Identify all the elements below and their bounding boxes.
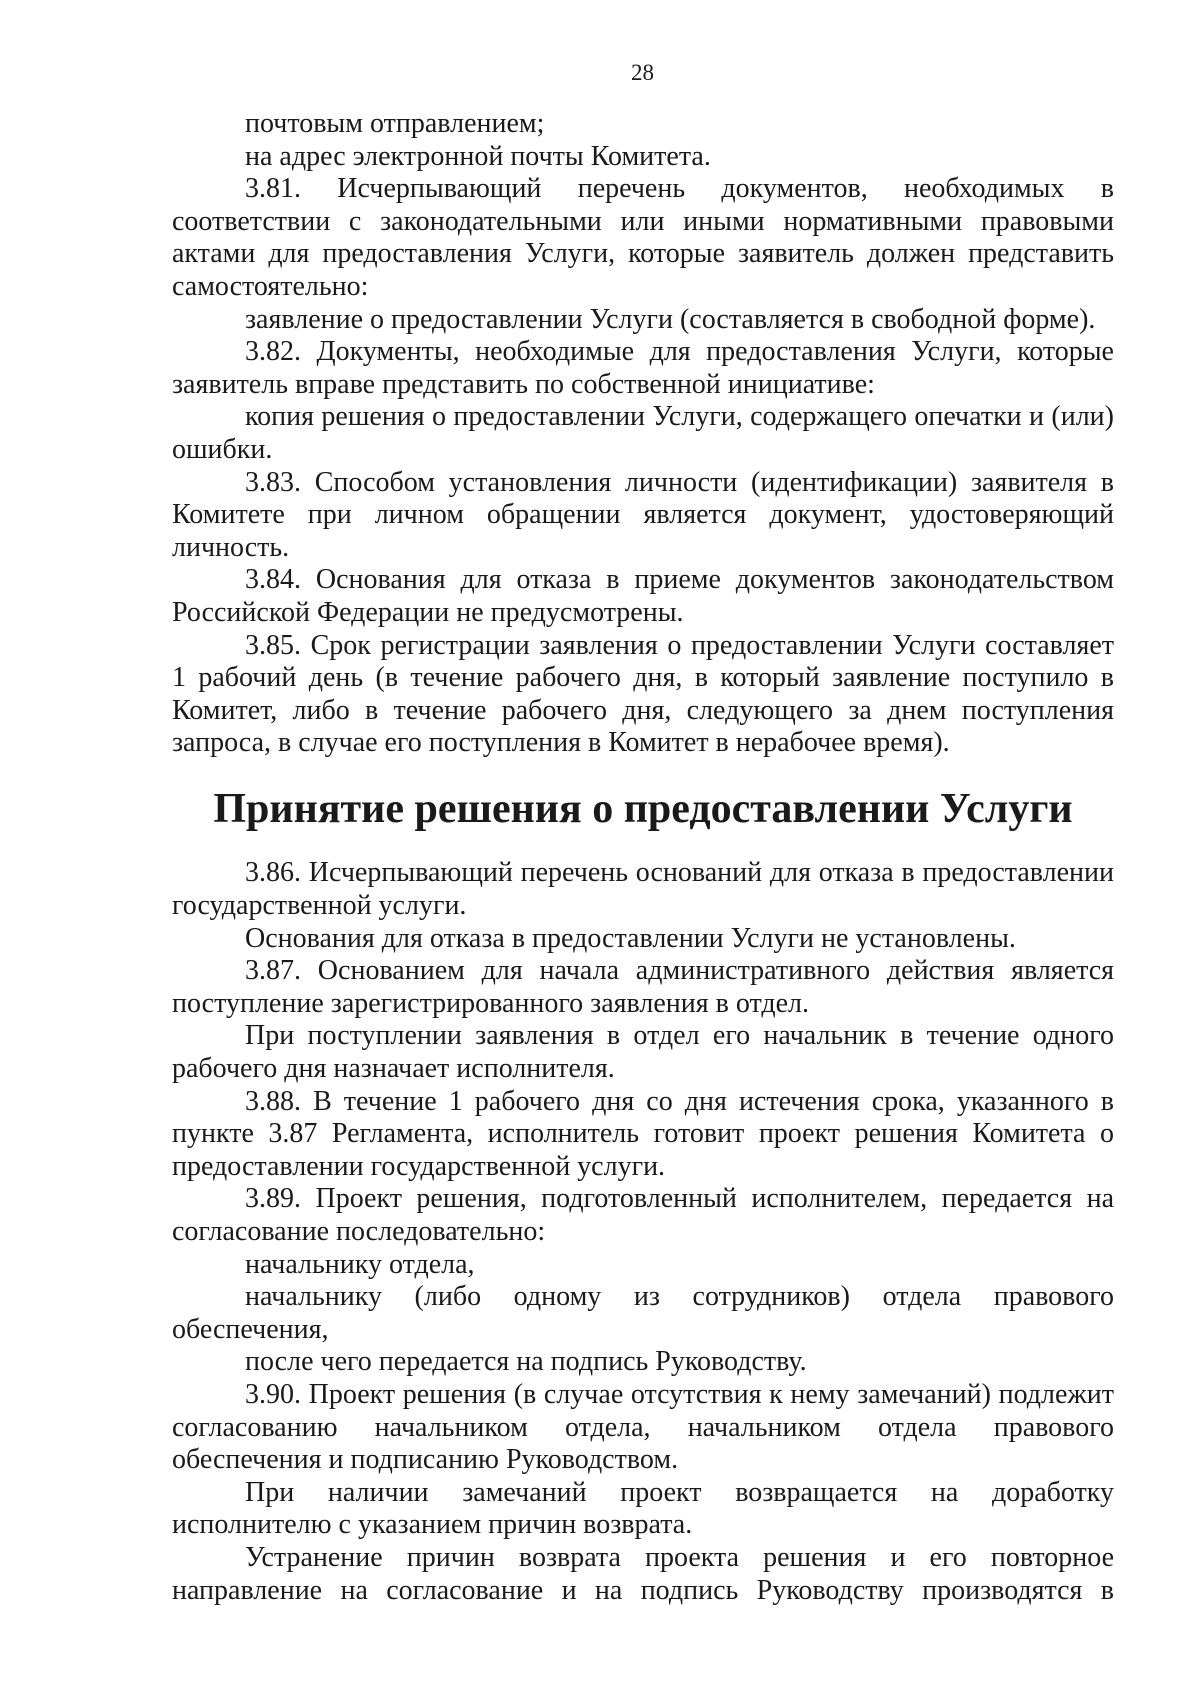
paragraph-3-87: 3.87. Основанием для начала административного действия является поступление зарегистрированного заявления в отдел. [172, 955, 1114, 1019]
paragraph: Основания для отказа в предоставлении Услуги не установлены. [245, 922, 1016, 954]
paragraph: копия решения о предоставлении Услуги, содержащего опечатки и (или) ошибки. [172, 401, 1114, 465]
paragraph: после чего передается на подпись Руководству. [245, 1346, 807, 1378]
paragraph-3-84: 3.84. Основания для отказа в приеме документов законодательством Российской Федерации не предусмотрены. [172, 564, 1114, 628]
paragraph: почтовым отправлением; [245, 108, 545, 139]
document-body [172, 108, 1114, 1607]
paragraph: на адрес электронной почты Комитета. [245, 140, 711, 172]
paragraph-3-81: 3.81. Исчерпывающий перечень документов, необходимых в соответствии с законодательными или иными нормативными правовыми актами для предоставления Услуги, которые заявитель должен представить самостоятельно: [172, 173, 1114, 302]
paragraph-3-89: 3.89. Проект решения, подготовленный исполнителем, передается на согласование последовательно: [172, 1183, 1114, 1247]
paragraph-3-82: 3.82. Документы, необходимые для предоставления Услуги, которые заявитель вправе представить по собственной инициативе: [172, 336, 1114, 400]
paragraph: заявление о предоставлении Услуги (составляется в свободной форме). [245, 303, 1096, 335]
paragraph: При поступлении заявления в отдел его начальник в течение одного рабочего дня назначает исполнителя. [172, 1020, 1114, 1085]
paragraph-3-90: 3.90. Проект решения (в случае отсутствия к нему замечаний) подлежит согласованию начальником отдела, начальником отдела правового обеспечения и подписанию Руководством. [172, 1378, 1114, 1476]
paragraph: начальнику (либо одному из сотрудников) отдела правового обеспечения, [172, 1281, 1114, 1345]
paragraph: При наличии замечаний проект возвращается на доработку исполнителю с указанием причин возврата. [172, 1476, 1114, 1541]
paragraph: начальнику отдела, [245, 1248, 475, 1280]
paragraph-3-88: 3.88. В течение 1 рабочего дня со дня истечения срока, указанного в пункте 3.87 Регламента, исполнитель готовит проект решения Комитета о предоставлении государственной услуги. [172, 1085, 1114, 1182]
paragraph-3-83: 3.83. Способом установления личности (идентификации) заявителя в Комитете при личном обращении является документ, удостоверяющий личность. [172, 466, 1114, 563]
paragraph-3-86: 3.86. Исчерпывающий перечень оснований для отказа в предоставлении государственной услуги. [172, 857, 1114, 922]
paragraph-3-85: 3.85. Срок регистрации заявления о предоставлении Услуги составляет 1 рабочий день (в течение рабочего дня, в который заявление поступило в Комитет, либо в течение рабочего дня, следующего за днем поступления запроса, в случае его поступления в Комитет в нерабочее время). [172, 629, 1114, 759]
paragraph: Устранение причин возврата проекта решения и его повторное направление на согласование и на подпись Руководству производятся в [172, 1541, 1114, 1606]
section-heading: Принятие решения о предоставлении Услуги [213, 785, 1073, 832]
page-number: 28 [631, 60, 654, 85]
